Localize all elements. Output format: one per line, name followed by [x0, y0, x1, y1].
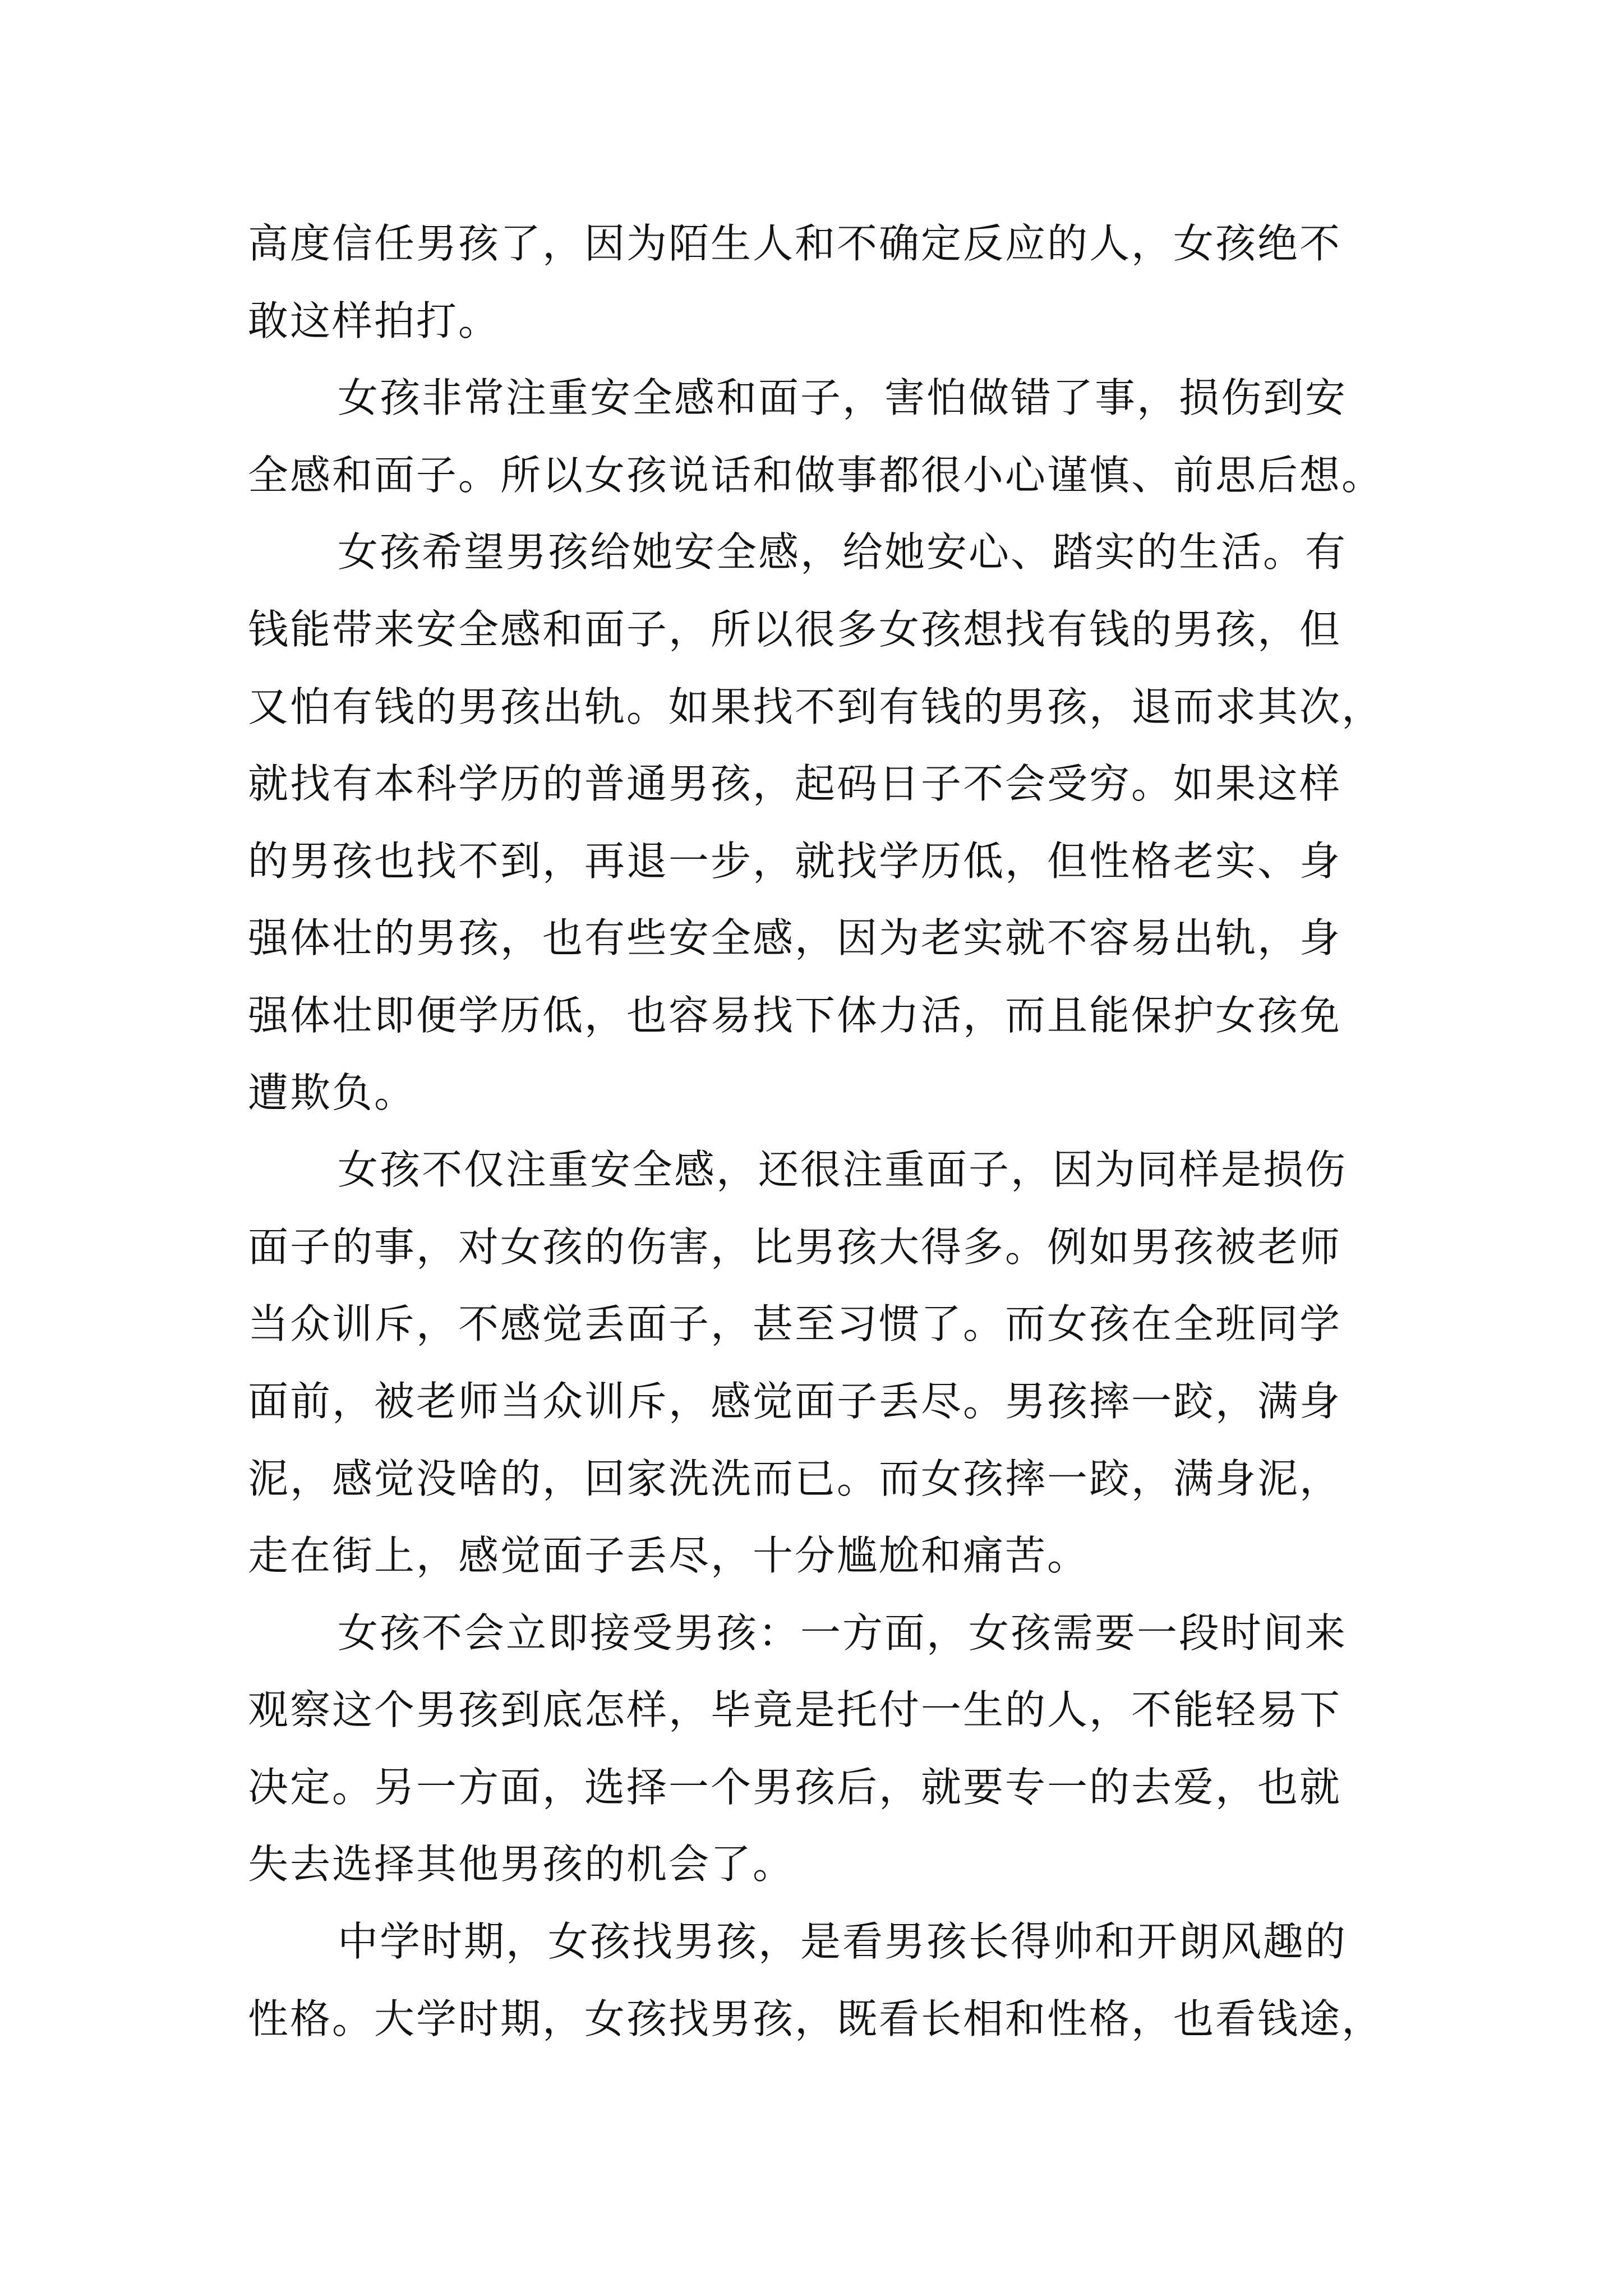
text-line: 观察这个男孩到底怎样，毕竟是托付一生的人，不能轻易下 [248, 1686, 1342, 1734]
paragraph-start-line: 女孩非常注重安全感和面子，害怕做错了事，损伤到安 [338, 374, 1348, 422]
text-line: 泥，感觉没啥的，回家洗洗而已。而女孩摔一跤，满身泥， [248, 1455, 1342, 1502]
text-line: 强体壮即便学历低，也容易找下体力活，而且能保护女孩免 [248, 991, 1342, 1039]
paragraph-start-line: 女孩不仅注重安全感，还很注重面子，因为同样是损伤 [338, 1146, 1348, 1194]
text-line: 失去选择其他男孩的机会了。 [248, 1841, 795, 1888]
paragraph-start-line: 女孩希望男孩给她安全感，给她安心、踏实的生活。有 [338, 528, 1348, 576]
text-line: 遭欺负。 [248, 1069, 417, 1116]
text-line: 全感和面子。所以女孩说话和做事都很小心谨慎、前思后想。 [248, 451, 1384, 499]
paragraph-start-line: 女孩不会立即接受男孩：一方面，女孩需要一段时间来 [338, 1609, 1348, 1657]
text-line: 强体壮的男孩，也有些安全感，因为老实就不容易出轨，身 [248, 914, 1342, 962]
text-line: 又怕有钱的男孩出轨。如果找不到有钱的男孩，退而求其次， [248, 683, 1384, 730]
text-line: 面前，被老师当众训斥，感觉面子丢尽。男孩摔一跤，满身 [248, 1377, 1342, 1425]
text-line: 高度信任男孩了，因为陌生人和不确定反应的人，女孩绝不 [248, 220, 1342, 267]
text-line: 决定。另一方面，选择一个男孩后，就要专一的去爱，也就 [248, 1763, 1342, 1811]
text-line: 敢这样拍打。 [248, 297, 501, 344]
text-line: 面子的事，对女孩的伤害，比男孩大得多。例如男孩被老师 [248, 1223, 1342, 1271]
document-body [248, 205, 1386, 2058]
text-line: 性格。大学时期，女孩找男孩，既看长相和性格，也看钱途， [248, 1995, 1384, 2042]
text-line: 的男孩也找不到，再退一步，就找学历低，但性格老实、身 [248, 837, 1342, 885]
text-line: 就找有本科学历的普通男孩，起码日子不会受穷。如果这样 [248, 760, 1342, 808]
text-line: 当众训斥，不感觉丢面子，甚至习惯了。而女孩在全班同学 [248, 1300, 1342, 1348]
text-line: 钱能带来安全感和面子，所以很多女孩想找有钱的男孩，但 [248, 605, 1342, 653]
text-line: 走在街上，感觉面子丢尽，十分尴尬和痛苦。 [248, 1532, 1090, 1580]
paragraph-start-line: 中学时期，女孩找男孩，是看男孩长得帅和开朗风趣的 [338, 1918, 1348, 1966]
